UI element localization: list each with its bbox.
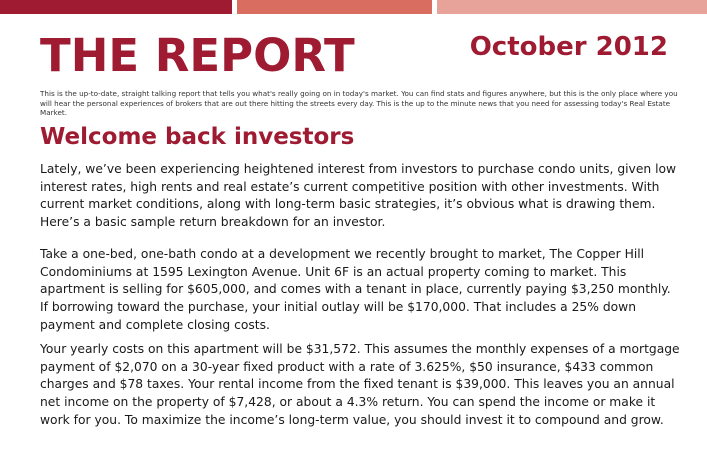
article-paragraph-1: Lately, we’ve been experiencing heightened interest from investors to purchase condo units, given low interest rates, high rents and real estate’s current competitive position with other investments. With current market conditions, along with long-term basic strategies, it’s obvious what is drawing them. Here’s a basic sample return breakdown for an investor. [40,162,677,230]
report-title: THE REPORT [40,29,355,82]
color-bar-middle [237,0,432,14]
article-paragraph-2: Take a one-bed, one-bath condo at a development we recently brought to market, The Copper Hill Condominiums at 1595 Lexington Avenue. Unit 6F is an actual property coming to market. This apartment is selling for $605,000, and comes with a tenant in place, currently paying $3,250 monthly. If borrowing toward the purchase, your initial outlay will be $170,000. That includes a 25% down payment and complete closing costs. [40,247,671,332]
intro-text: This is the up-to-date, straight talking report that tells you what's really going on in today's market. You can find stats and figures anywhere, but this is the only place where you will hear the personal experiences of brokers that are out there hitting the streets every day. This is the up to the minute news that you need for assessing today's Real Estate Market. [40,89,678,117]
header-color-bars [0,0,707,14]
color-bar-right [437,0,707,14]
report-date: October 2012 [469,32,668,62]
article-paragraph-3: Your yearly costs on this apartment will be $31,572. This assumes the monthly expenses of a mortgage payment of $2,070 on a 30-year fixed product with a rate of 3.625%, $50 insurance, $433 common charges and $78 taxes. Your rental income from the fixed tenant is $39,000. This leaves you an annual net income on the property of $7,428, or about a 4.3% return. You can spend the income or make it work for you. To maximize the income’s long-term value, you should invest it to compound and grow. [40,342,680,427]
article-heading: Welcome back investors [40,124,355,150]
color-bar-left [0,0,232,14]
